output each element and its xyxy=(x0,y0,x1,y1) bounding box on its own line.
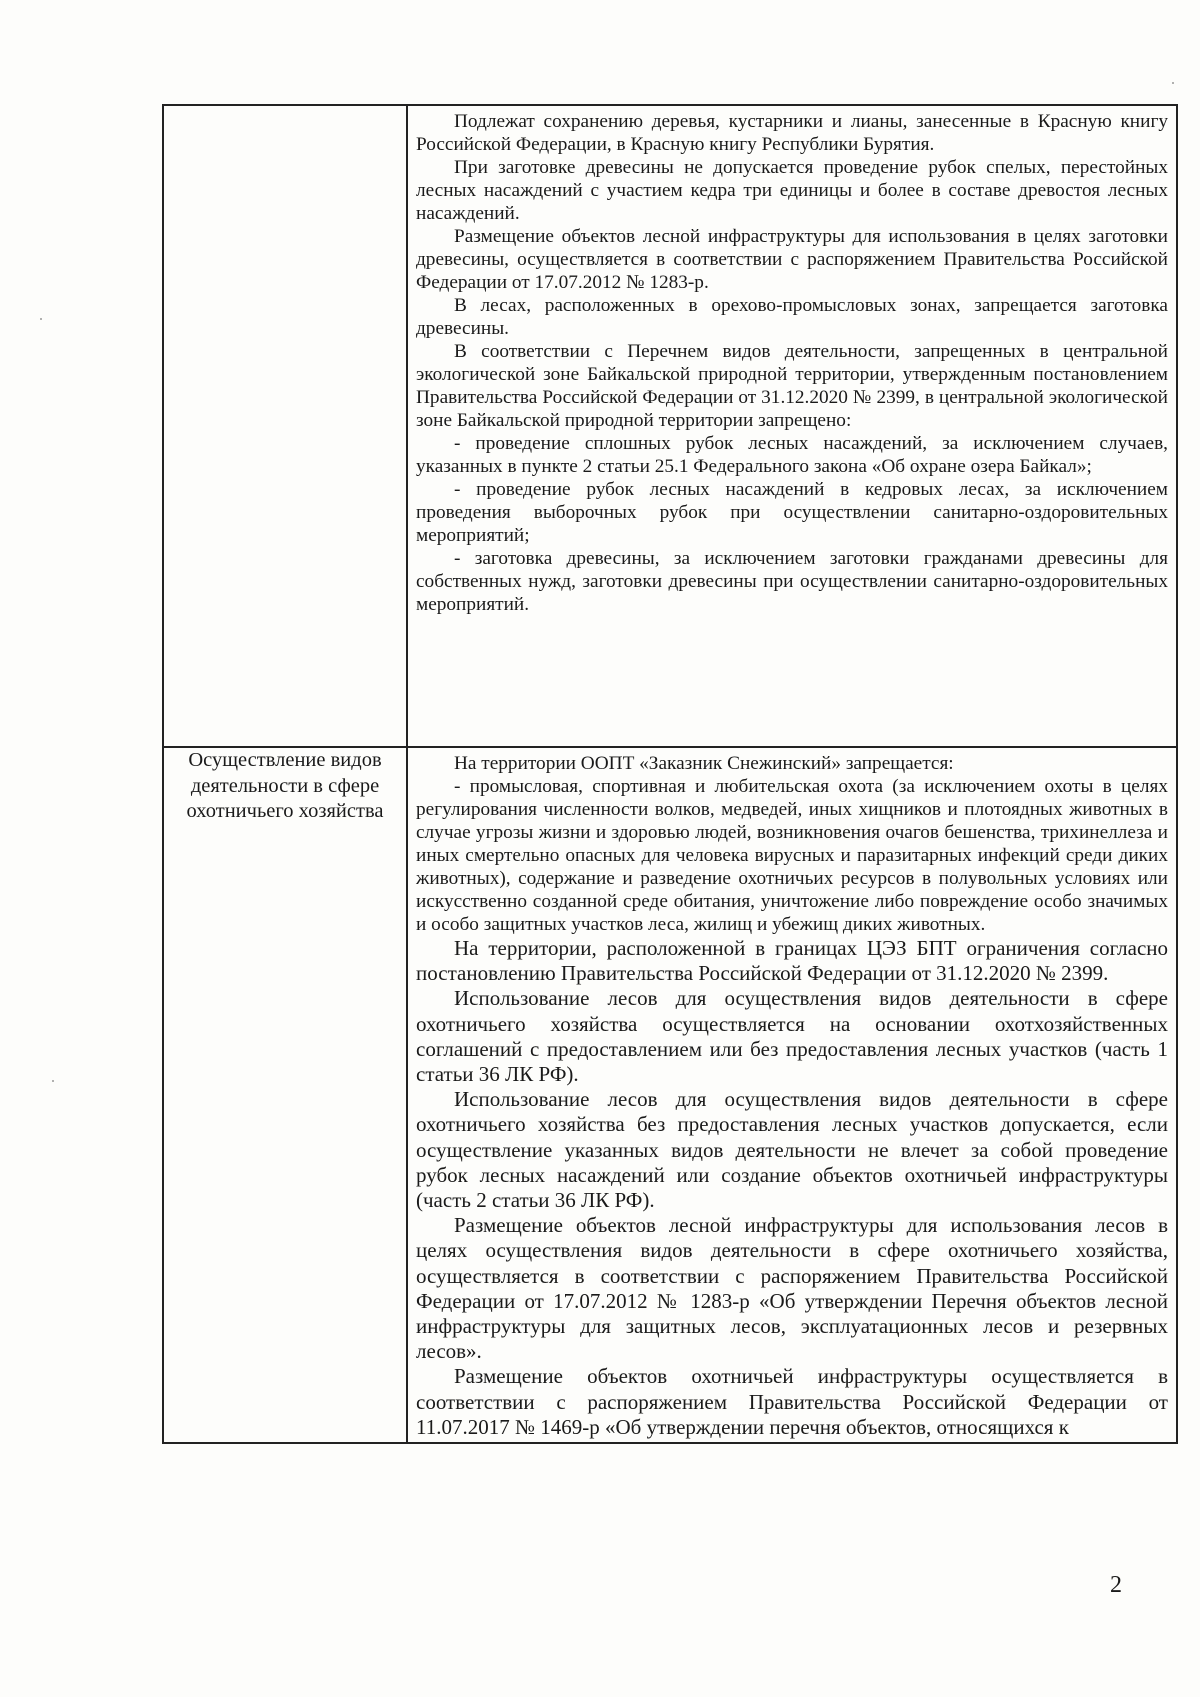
paragraph: Подлежат сохранению деревья, кустарники и лианы, занесенные в Красную книгу Российской Федерации, в Красную книгу Республики Бурятия. xyxy=(416,111,1168,155)
scan-artifact xyxy=(1172,82,1174,84)
list-item: - промысловая, спортивная и любительская охота (за исключением охоты в целях регулирования численности волков, медведей, иных хищников и плотоядных животных в случае угрозы жизни и здоровью людей, возникновения очагов бешенства, трихинеллеза и иных смертельно опасных для человека вирусных и паразитарных инфекций среди диких животных), содержание и разведение охотничьих ресурсов в полувольных условиях или искусственно созданной среде обитания, уничтожение либо повреждение особо значимых и особо защитных участков леса, жилищ и убежищ диких животных. xyxy=(416,776,1168,935)
row1-label-cell xyxy=(163,105,407,747)
paragraph: В лесах, расположенных в орехово-промысловых зонах, запрещается заготовка древесины. xyxy=(416,295,1168,339)
scan-artifact xyxy=(40,318,42,320)
paragraph: Использование лесов для осуществления видов деятельности в сфере охотничьего хозяйства без предоставления лесных участков допускается, если осуществление указанных видов деятельности не влечет за собой проведение рубок лесных насаждений или создание объектов охотничьей инфраструктуры (часть 2 статьи 36 ЛК РФ). xyxy=(416,1087,1168,1213)
row-label: Осуществление видов деятельности в сфере охотничьего хозяйства xyxy=(186,749,384,822)
paragraph: Размещение объектов лесной инфраструктуры для использования лесов в целях осуществления видов деятельности в сфере охотничьего хозяйства, осуществляется в соответствии с распоряжением Правительства Российской Федерации от 17.07.2012 № 1283-р «Об утверждении Перечня объектов лесной инфраструктуры для защитных лесов, эксплуатационных лесов и резервных лесов». xyxy=(416,1213,1168,1364)
row1-content-cell xyxy=(407,105,1177,747)
paragraph: При заготовке древесины не допускается проведение рубок спелых, перестойных лесных насаждений с участием кедра три единицы и более в составе древостоя лесных насаждений. xyxy=(416,157,1168,224)
page-number: 2 xyxy=(1110,1572,1122,1598)
paragraph: На территории ООПТ «Заказник Снежинский» запрещается: xyxy=(454,753,954,774)
paragraph: В соответствии с Перечнем видов деятельности, запрещенных в центральной экологической зоне Байкальской природной территории, утвержденным постановлением Правительства Российской Федерации от 31.12.2020 № 2399, в центральной экологической зоне Байкальской природной территории запрещено: xyxy=(416,341,1168,431)
regulations-table xyxy=(162,104,1178,1444)
row2-content-cell xyxy=(407,747,1177,1443)
table-row xyxy=(163,105,1177,747)
paragraph: Использование лесов для осуществления видов деятельности в сфере охотничьего хозяйства осуществляется на основании охотхозяйственных соглашений с предоставлением или без предоставления лесных участков (часть 1 статьи 36 ЛК РФ). xyxy=(416,986,1168,1087)
row2-label-cell xyxy=(163,747,407,1443)
list-item: - заготовка древесины, за исключением заготовки гражданами древесины для собственных нужд, заготовки древесины при осуществлении санитарно-оздоровительных мероприятий. xyxy=(416,548,1168,615)
paragraph: На территории, расположенной в границах ЦЭЗ БПТ ограничения согласно постановлению Правительства Российской Федерации от 31.12.2020 № 2399. xyxy=(416,936,1168,986)
paragraph: Размещение объектов лесной инфраструктуры для использования в целях заготовки древесины, осуществляется в соответствии с распоряжением Правительства Российской Федерации от 17.07.2012 № 1283-р. xyxy=(416,226,1168,293)
table-row xyxy=(163,747,1177,1443)
list-item: - проведение рубок лесных насаждений в кедровых лесах, за исключением проведения выборочных рубок при осуществлении санитарно-оздоровительных мероприятий; xyxy=(416,479,1168,546)
scan-artifact xyxy=(52,1080,54,1082)
list-item: - проведение сплошных рубок лесных насаждений, за исключением случаев, указанных в пункте 2 статьи 25.1 Федерального закона «Об охране озера Байкал»; xyxy=(416,433,1168,477)
paragraph: Размещение объектов охотничьей инфраструктуры осуществляется в соответствии с распоряжением Правительства Российской Федерации от 11.07.2017 № 1469-р «Об утверждении перечня объектов, относящихся к xyxy=(416,1364,1168,1439)
